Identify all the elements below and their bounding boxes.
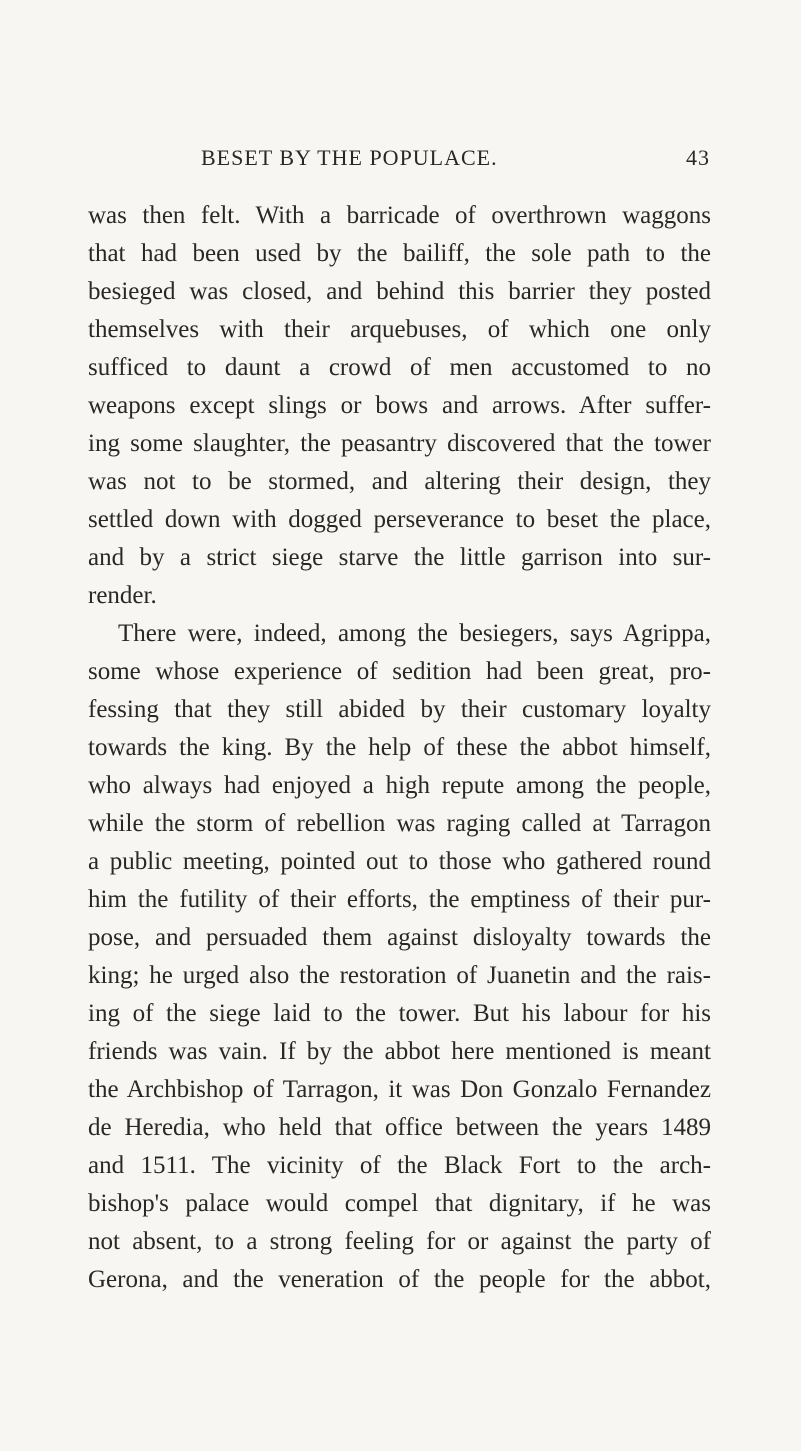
- text-line: the Archbishop of Tarragon, it was Don Gonzalo Fernandez: [88, 1076, 711, 1103]
- text-line: friends was vain. If by the abbot here mentioned is meant: [88, 1038, 711, 1065]
- text-line: de Heredia, who held that office between the years 1489: [88, 1114, 711, 1141]
- text-line: sufficed to daunt a crowd of men accustomed to no: [88, 354, 711, 381]
- text-line: who always had enjoyed a high repute among the people,: [88, 772, 711, 799]
- text-line: while the storm of rebellion was raging called at Tarragon: [88, 810, 711, 837]
- text-line: settled down with dogged perseverance to beset the place,: [88, 506, 711, 533]
- text-line: him the futility of their efforts, the emptiness of their pur-: [88, 886, 711, 913]
- text-line: a public meeting, pointed out to those who gathered round: [88, 848, 711, 875]
- text-line: was not to be stormed, and altering their design, they: [88, 468, 711, 495]
- text-line: was then felt. With a barricade of overthrown waggons: [88, 202, 711, 229]
- running-head: [201, 145, 710, 175]
- page-number: 43: [686, 145, 710, 170]
- text-line: themselves with their arquebuses, of which one only: [88, 316, 711, 343]
- text-line: not absent, to a strong feeling for or against the party of: [88, 1228, 711, 1255]
- paragraph-start-line: There were, indeed, among the besiegers, says Agrippa,: [118, 620, 711, 647]
- text-line: bishop's palace would compel that dignitary, if he was: [88, 1190, 711, 1217]
- text-line: that had been used by the bailiff, the sole path to the: [88, 240, 711, 267]
- text-line: king; he urged also the restoration of Juanetin and the rais-: [88, 962, 711, 989]
- text-line: render.: [88, 582, 157, 609]
- running-title: BESET BY THE POPULACE.: [201, 145, 498, 170]
- text-line: besieged was closed, and behind this barrier they posted: [88, 278, 711, 305]
- text-line: and by a strict siege starve the little garrison into sur-: [88, 544, 711, 571]
- text-line: towards the king. By the help of these the abbot himself,: [88, 734, 711, 761]
- text-line: and 1511. The vicinity of the Black Fort to the arch-: [88, 1152, 711, 1179]
- text-line: ing of the siege laid to the tower. But his labour for his: [88, 1000, 711, 1027]
- text-line: pose, and persuaded them against disloyalty towards the: [88, 924, 711, 951]
- text-line: weapons except slings or bows and arrows. After suffer-: [88, 392, 711, 419]
- text-line: fessing that they still abided by their customary loyalty: [88, 696, 711, 723]
- text-line: some whose experience of sedition had been great, pro-: [88, 658, 711, 685]
- text-line: ing some slaughter, the peasantry discovered that the tower: [88, 430, 711, 457]
- text-line: Gerona, and the veneration of the people for the abbot,: [88, 1266, 711, 1293]
